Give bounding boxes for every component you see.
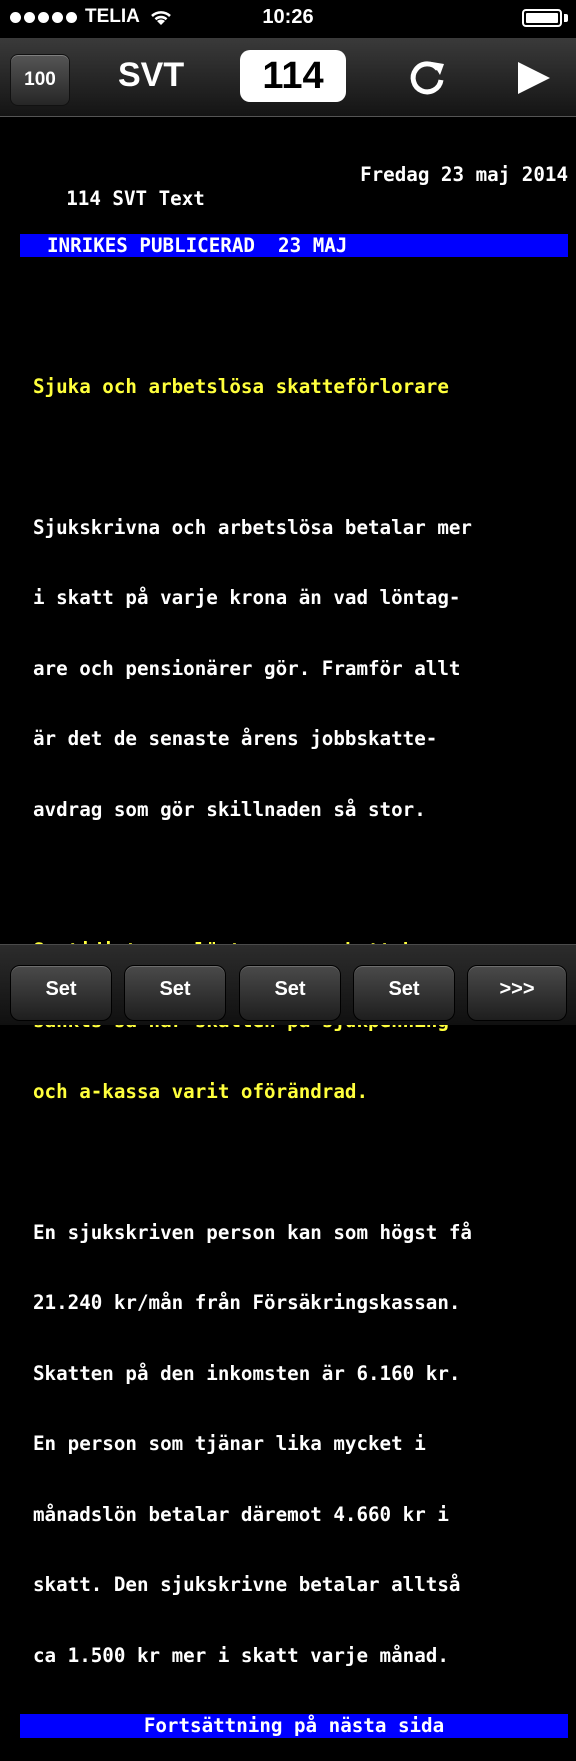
page-header-date: Fredag 23 maj 2014 <box>360 163 568 186</box>
body-line: are och pensionärer gör. Framför allt <box>33 656 461 680</box>
toolbar <box>0 38 576 117</box>
refresh-icon[interactable] <box>408 58 448 98</box>
more-button[interactable]: >>> <box>467 965 567 1021</box>
headline: Sjuka och arbetslösa skatteförlorare <box>33 374 449 398</box>
status-time: 10:26 <box>262 6 314 28</box>
blank-line <box>20 1150 568 1174</box>
page-number-field[interactable]: 114 <box>240 50 346 102</box>
body-line: skatt. Den sjukskrivne betalar alltså <box>33 1573 461 1596</box>
highlight-line: och a-kassa varit oförändrad. <box>33 1079 369 1103</box>
body-line: avdrag som gör skillnaden så stor. <box>33 797 426 821</box>
body-line: ca 1.500 kr mer i skatt varje månad. <box>33 1643 449 1667</box>
teletext-page <box>20 116 568 1761</box>
carrier-label: TELIA <box>85 6 140 27</box>
set-button-3[interactable]: Set <box>239 965 341 1021</box>
teletext-header <box>20 163 568 210</box>
battery-tip <box>564 14 568 22</box>
body-line: En sjukskriven person kan som högst få <box>33 1220 472 1244</box>
section-bar: INRIKES PUBLICERAD 23 MAJ <box>20 234 568 258</box>
set-button-2[interactable]: Set <box>124 965 226 1021</box>
body-line: i skatt på varje krona än vad löntag- <box>33 586 461 609</box>
battery-icon <box>522 9 562 27</box>
continuation-bar: Fortsättning på nästa sida <box>20 1714 568 1738</box>
status-bar <box>0 0 576 38</box>
blank-line <box>20 445 568 469</box>
body-line: En person som tjänar lika mycket i <box>33 1432 426 1455</box>
home-page-button[interactable]: 100 <box>10 54 70 106</box>
channel-title: SVT <box>118 56 185 94</box>
bottom-bar <box>0 944 576 1025</box>
body-line: Skatten på den inkomsten är 6.160 kr. <box>33 1361 461 1385</box>
body-line: Sjukskrivna och arbetslösa betalar mer <box>33 515 472 539</box>
set-button-4[interactable]: Set <box>353 965 455 1021</box>
set-button-1[interactable]: Set <box>10 965 112 1021</box>
play-icon[interactable] <box>514 58 554 98</box>
blank-line <box>20 304 568 328</box>
body-line: 21.240 kr/mån från Försäkringskassan. <box>33 1291 461 1314</box>
blank-line <box>20 868 568 892</box>
page-header-left: 114 SVT Text <box>66 186 205 210</box>
body-line: är det de senaste årens jobbskatte- <box>33 727 438 750</box>
body-line: månadslön betalar däremot 4.660 kr i <box>33 1502 449 1526</box>
